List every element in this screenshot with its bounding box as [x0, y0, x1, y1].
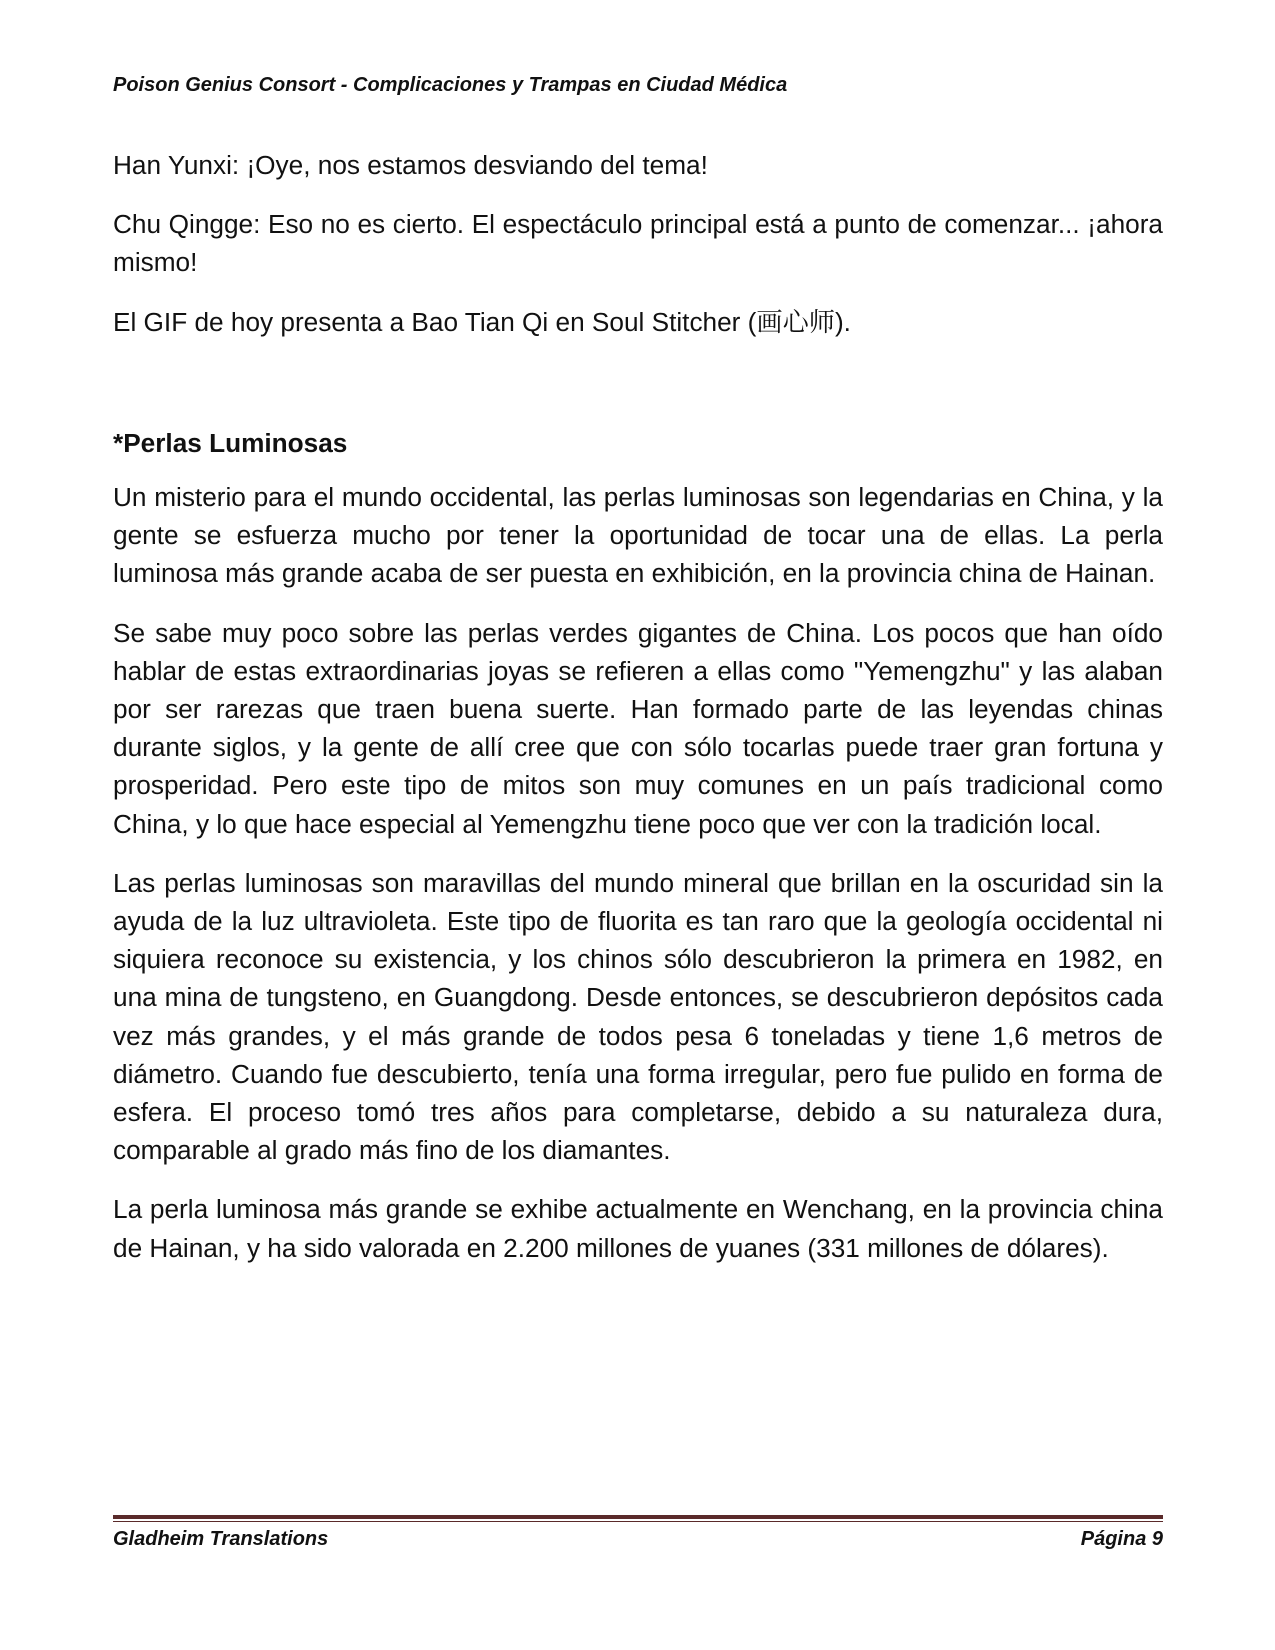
footer-divider-thin	[113, 1521, 1163, 1522]
paragraph-yemengzhu: Se sabe muy poco sobre las perlas verdes gigantes de China. Los pocos que han oído hablar de estas extraordinarias joyas se refieren a ellas como "Yemengzhu" y las alaban por ser rarezas que traen buena suerte. Han formado parte de las leyendas chinas durante siglos, y la gente de allí cree que con sólo tocarlas puede traer gran fortuna y prosperidad. Pero este tipo de mitos son muy comunes en un país tradicional como China, y lo que hace especial al Yemengzhu tiene poco que ver con la tradición local.	[113, 617, 1163, 839]
paragraph-fluorite: Las perlas luminosas son maravillas del mundo mineral que brillan en la oscuridad sin la ayuda de la luz ultravioleta. Este tipo de fluorita es tan raro que la geología occidental ni siquiera reconoce su existencia, y los chinos sólo descubrieron la primera en 1982, en una mina de tungsteno, en Guangdong. Desde entonces, se descubrieron depósitos cada vez más grandes, y el más grande de todos pesa 6 toneladas y tiene 1,6 metros de diámetro. Cuando fue descubierto, tenía una forma irregular, pero fue pulido en forma de esfera. El proceso tomó tres años para completarse, debido a su naturaleza dura, comparable al grado más fino de los diamantes.	[113, 867, 1163, 1166]
running-header: Poison Genius Consort - Complicaciones y Trampas en Ciudad Médica	[113, 74, 788, 96]
footer-publisher: Gladheim Translations	[113, 1528, 329, 1550]
paragraph-intro: Un misterio para el mundo occidental, las perlas luminosas son legendarias en China, y la gente se esfuerza mucho por tener la oportunidad de tocar una de ellas. La perla luminosa más grande acaba de ser puesta en exhibición, en la provincia china de Hainan.	[113, 482, 1163, 589]
dialogue-line-chu-qingge: Chu Qingge: Eso no es cierto. El espectáculo principal está a punto de comenzar... ¡ahora mismo!	[113, 209, 1163, 278]
footer-divider-thick	[113, 1515, 1163, 1519]
gif-note: El GIF de hoy presenta a Bao Tian Qi en Soul Stitcher (画心师).	[113, 306, 851, 337]
dialogue-line-han-yunxi: Han Yunxi: ¡Oye, nos estamos desviando del tema!	[113, 150, 708, 180]
paragraph-exhibition: La perla luminosa más grande se exhibe actualmente en Wenchang, en la provincia china de Hainan, y ha sido valorada en 2.200 millones de yuanes (331 millones de dólares).	[113, 1194, 1163, 1263]
running-footer	[113, 1528, 1163, 1551]
footer-divider	[113, 1515, 1163, 1522]
document-page	[113, 0, 1163, 1650]
section-heading: *Perlas Luminosas	[113, 427, 348, 458]
page-content	[113, 146, 1163, 1288]
page-number: Página 9	[1080, 1528, 1163, 1550]
